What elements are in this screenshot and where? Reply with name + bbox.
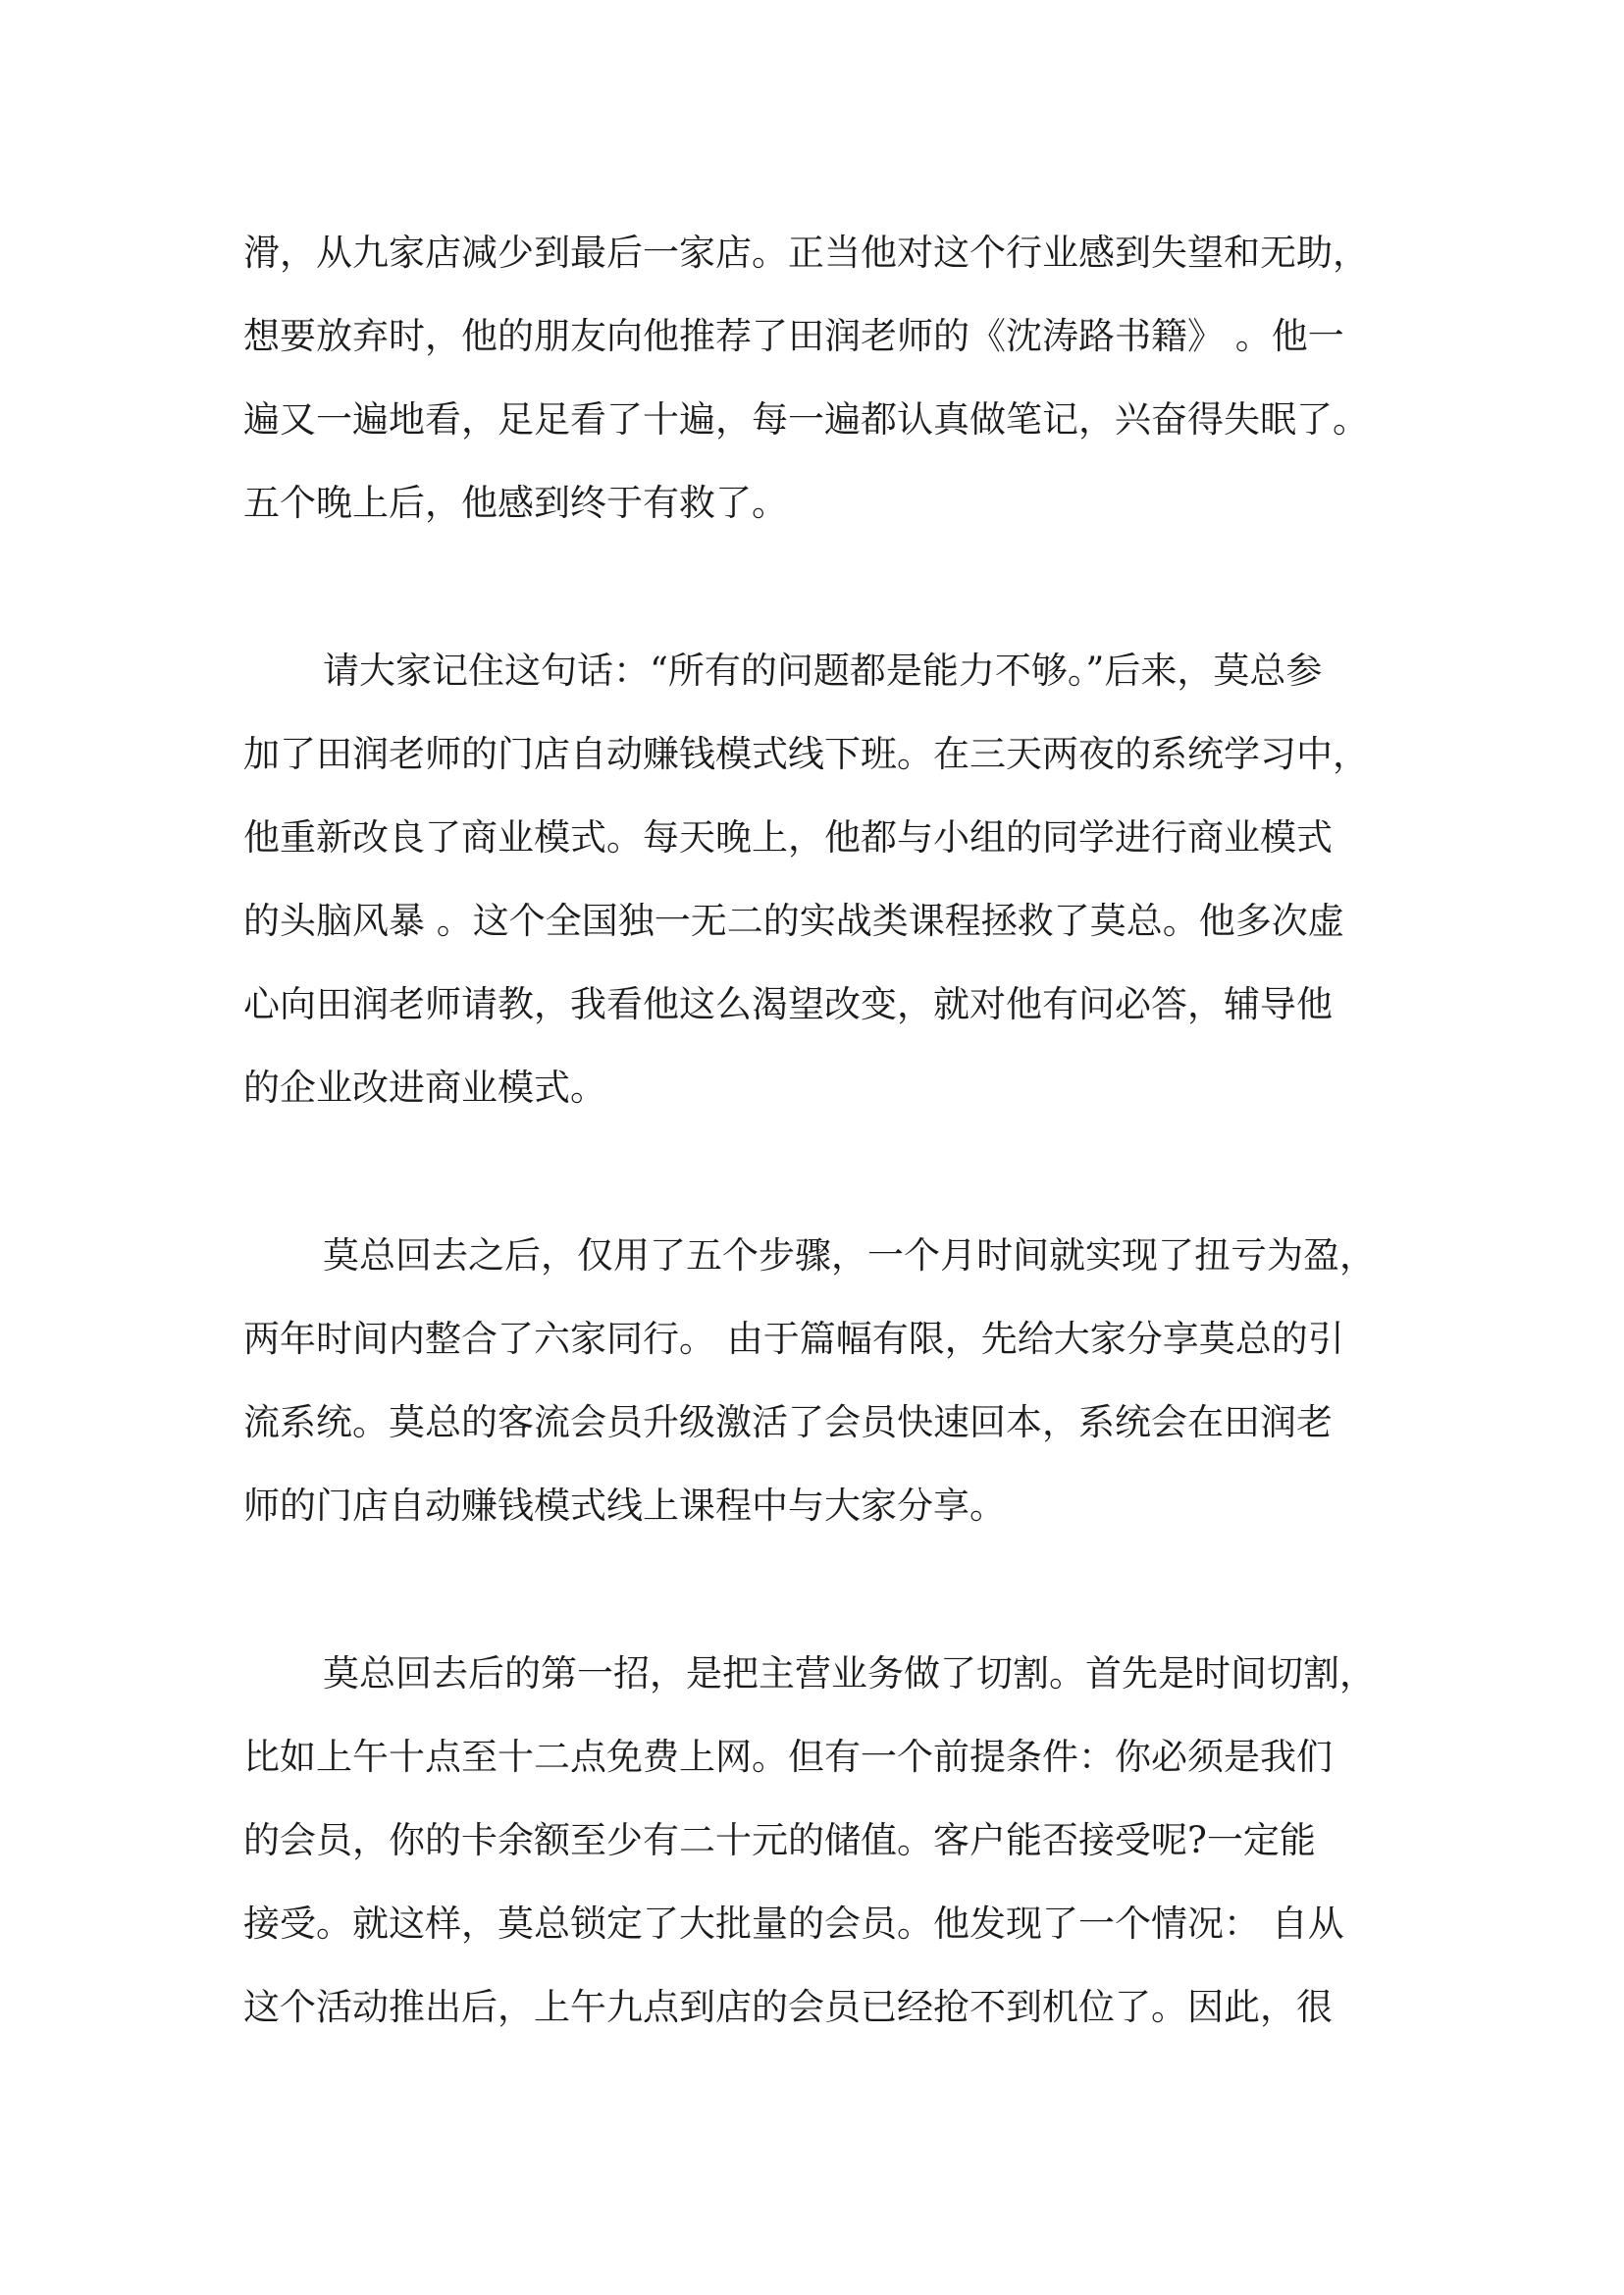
paragraph-2-line-2: 加了田润老师的门店自动赚钱模式线下班。在三天两夜的系统学习中， (243, 733, 1369, 775)
paragraph-1-line-1: 滑，从九家店减少到最后一家店。正当他对这个行业感到失望和无助， (243, 232, 1369, 274)
paragraph-3-line-1: 莫总回去之后，仅用了五个步骤，一个月时间就实现了扭亏为盈， (323, 1234, 1376, 1277)
paragraph-4-line-1: 莫总回去后的第一招，是把主营业务做了切割。首先是时间切割， (323, 1652, 1376, 1695)
paragraph-2-line-4: 的头脑风暴 。这个全国独一无二的实战类课程拯救了莫总。他多次虚 (243, 900, 1344, 942)
paragraph-1-line-2: 想要放弃时，他的朋友向他推荐了田润老师的《沈涛路书籍》 。他一 (243, 315, 1344, 357)
paragraph-4-line-2: 比如上午十点至十二点免费上网。但有一个前提条件：你必须是我们 (243, 1736, 1333, 1778)
paragraph-4-line-4: 接受。就这样，莫总锁定了大批量的会员。他发现了一个情况： 自从 (243, 1903, 1344, 1945)
paragraph-2-line-1: 请大家记住这句话：“所有的问题都是能力不够。”后来，莫总参 (323, 650, 1323, 692)
paragraph-4-line-5: 这个活动推出后，上午九点到店的会员已经抢不到机位了。因此，很 (243, 1986, 1333, 2028)
paragraph-2-line-5: 心向田润老师请教，我看他这么渴望改变，就对他有问必答，辅导他 (243, 983, 1333, 1025)
paragraph-3-line-2: 两年时间内整合了六家同行。 由于篇幅有限，先给大家分享莫总的引 (243, 1318, 1344, 1360)
paragraph-3-line-4: 师的门店自动赚钱模式线上课程中与大家分享。 (243, 1485, 1006, 1527)
paragraph-2-line-3: 他重新改良了商业模式。每天晚上，他都与小组的同学进行商业模式 (243, 816, 1333, 859)
paragraph-4-line-3: 的会员，你的卡余额至少有二十元的储值。客户能否接受呢?一定能 (243, 1819, 1316, 1861)
paragraph-2-line-6: 的企业改进商业模式。 (243, 1067, 606, 1109)
paragraph-1-line-3: 遍又一遍地看，足足看了十遍，每一遍都认真做笔记，兴奋得失眠了。 (243, 398, 1369, 441)
paragraph-3-line-3: 流系统。莫总的客流会员升级激活了会员快速回本，系统会在田润老 (243, 1401, 1333, 1443)
paragraph-1-line-4: 五个晚上后，他感到终于有救了。 (243, 482, 788, 524)
